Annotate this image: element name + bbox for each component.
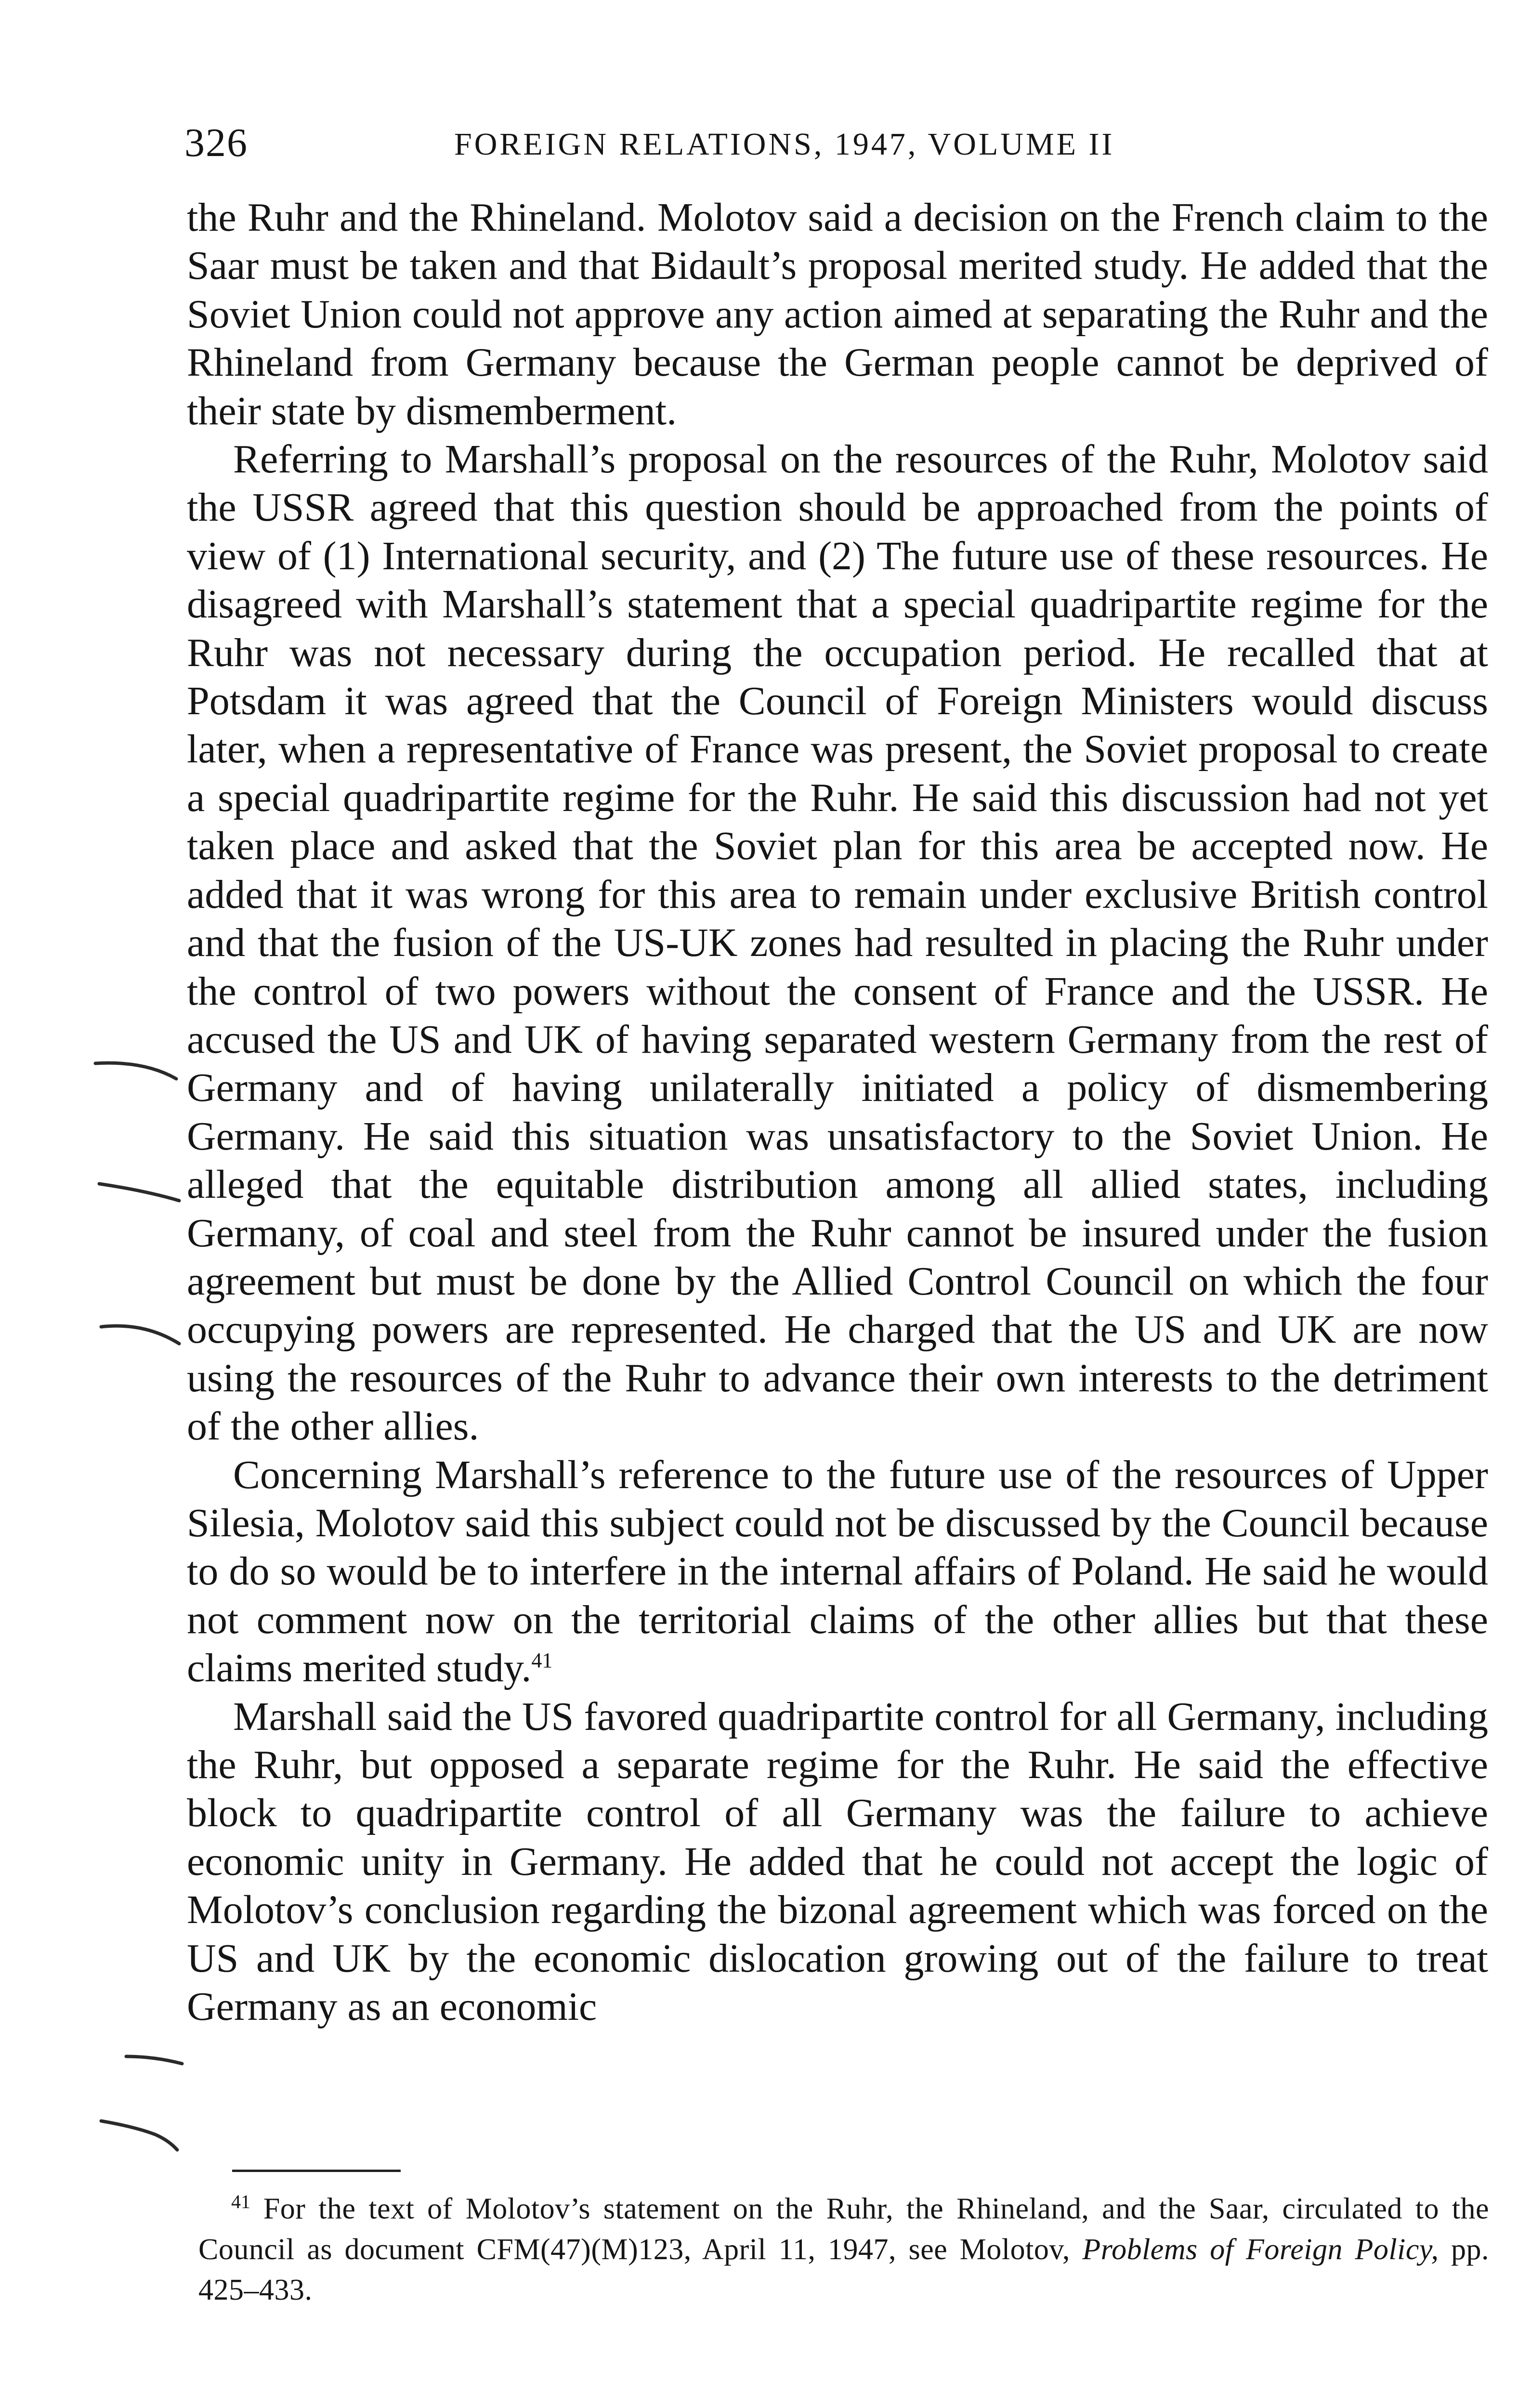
paragraph-2: Referring to Marshall’s proposal on the resources of the Ruhr, Molotov said the USSR agreed that this question should be approached from the points of view of (1) International security, and (2) The future use of these resources. He disagreed with Marshall’s statement that a special quadripartite regime for the Ruhr was not necessary during the occupation period. He recalled that at Potsdam it was agreed that the Council of Foreign Ministers would discuss later, when a representative of France was present, the Soviet proposal to create a special quadripartite regime for the Ruhr. He said this discussion had not yet taken place and asked that the Soviet plan for this area be accepted now. He added that it was wrong for this area to remain under exclusive British control and that the fusion of the US-UK zones had resulted in placing the Ruhr under the control of two powers without the consent of France and the USSR. He accused the US and UK of having separated western Germany from the rest of Germany and of having unilaterally initiated a policy of dismembering Germany. He said this situation was unsatisfactory to the Soviet Union. He alleged that the equitable distribution among all allied states, including Germany, of coal and steel from the Ruhr cannot be insured under the fusion agreement but must be done by the Allied Control Council on which the four occupying powers are represented. He charged that the US and UK are now using the resources of the Ruhr to advance their own interests to the detriment of the other allies.: [187, 437, 1488, 1449]
paragraph-1: the Ruhr and the Rhineland. Molotov said a decision on the French claim to the Saar must be taken and that Bidault’s proposal merited study. He added that the Soviet Union could not approve any action aimed at separating the Ruhr and the Rhineland from Germany because the German people cannot be deprived of their state by dismemberment.: [187, 195, 1488, 433]
footnote-pages: pp. 425–433.: [198, 2233, 1489, 2306]
paragraph-3-text: Concerning Marshall’s reference to the future use of the resources of Upper Silesia, Molotov said this subject could not be discussed by the Council because to do so would be to interfere in the internal affairs of Poland. He said he would not comment now on the territorial claims of the other allies but that these claims merited study.: [187, 1452, 1488, 1691]
paragraph-4: Marshall said the US favored quadripartite control for all Germany, including the Ruhr, but opposed a separate regime for the Ruhr. He said the effective block to quadripartite control of all Germany was the failure to achieve economic unity in Germany. He added that he could not accept the logic of Molotov’s conclusion regarding the bizonal agreement which was forced on the US and UK by the economic dislocation growing out of the failure to treat Germany as an economic: [187, 1694, 1488, 2029]
footnote-text: For the text of Molotov’s statement on the Ruhr, the Rhineland, and the Saar, circulated to the Council as document CFM(47)(M)123, April 11, 1947, see Molotov,: [198, 2192, 1490, 2266]
footnote-marker: 41: [231, 2191, 250, 2212]
margin-mark-4: [126, 2056, 182, 2064]
page-number: 326: [184, 120, 248, 165]
margin-mark-5: [101, 2121, 177, 2150]
running-head: FOREIGN RELATIONS, 1947, VOLUME II: [454, 127, 1115, 162]
margin-mark-2: [99, 1184, 179, 1201]
footnote-book-title: Problems of Foreign Policy,: [1082, 2233, 1439, 2266]
margin-mark-1: [95, 1063, 176, 1079]
footnote-reference[interactable]: 41: [531, 1649, 553, 1673]
margin-mark-3: [101, 1326, 179, 1344]
